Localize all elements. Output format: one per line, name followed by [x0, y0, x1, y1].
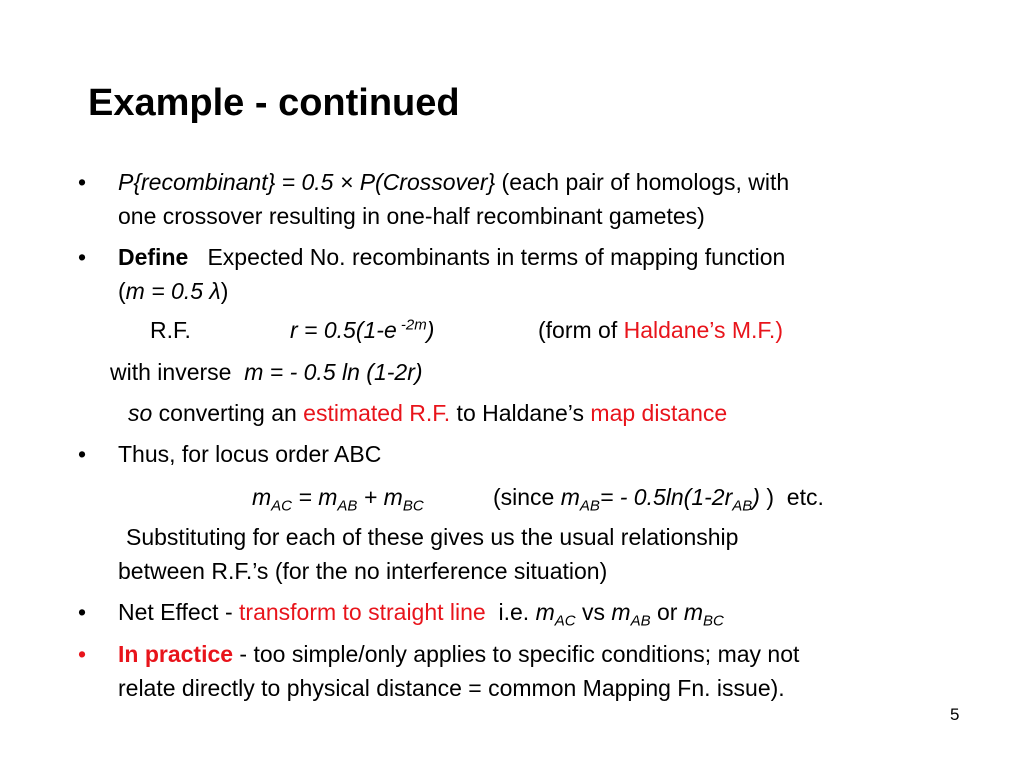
- in-practice-label: In practice: [118, 641, 234, 667]
- substituting-line-1: Substituting for each of these gives us the usual relationship: [126, 524, 739, 550]
- bullet-5-line-1: [118, 637, 799, 671]
- sub-bc: BC: [702, 612, 724, 630]
- plus-sign: +: [357, 484, 384, 510]
- m-var: m: [318, 484, 338, 510]
- bullet-4-line: [118, 595, 724, 629]
- bullet-marker-red: •: [78, 641, 87, 667]
- paren-close: ): [220, 278, 229, 304]
- inverse-line: [110, 355, 423, 389]
- so-text-a: converting an: [152, 400, 297, 426]
- bullet-marker: •: [78, 244, 87, 270]
- haldane-mf: Haldane’s M.F.): [623, 317, 783, 343]
- etc-text: etc.: [786, 484, 824, 510]
- paren-open: (: [118, 278, 126, 304]
- bullet-2-line-1: [118, 240, 785, 274]
- since-note: [493, 480, 824, 514]
- m-var: m: [560, 484, 580, 510]
- since-text: (since: [493, 484, 555, 510]
- additivity-equation: [252, 480, 424, 514]
- since-formula: = - 0.5ln(1-2r: [599, 484, 733, 510]
- map-distance: map distance: [590, 400, 728, 426]
- inverse-formula: m = - 0.5 ln (1-2r): [244, 359, 423, 385]
- inverse-label: with inverse: [110, 359, 232, 385]
- define-label: Define: [118, 244, 189, 270]
- sub-ab: AB: [337, 497, 358, 515]
- so-line: [128, 396, 727, 430]
- eq-sign: =: [292, 484, 319, 510]
- m-var: m: [611, 599, 631, 625]
- rf-label: R.F.: [150, 317, 191, 343]
- haldane-note: [538, 313, 783, 347]
- rf-formula-close: ): [426, 317, 435, 343]
- sub-ab: AB: [579, 497, 600, 515]
- since-formula-close: ): [752, 484, 760, 510]
- net-effect-text: Net Effect -: [118, 599, 233, 625]
- or-text: or: [656, 599, 678, 625]
- bullet-1-line-1: [118, 165, 789, 199]
- m-var: m: [383, 484, 403, 510]
- m-var: m: [252, 484, 272, 510]
- ie-text: i.e.: [498, 599, 530, 625]
- rf-formula: [290, 313, 434, 347]
- form-of-text: (form of: [538, 317, 618, 343]
- bullet-5-line-2: relate directly to physical distance = common Mapping Fn. issue).: [118, 675, 785, 701]
- bullet-3-text: Thus, for locus order ABC: [118, 441, 382, 467]
- rf-exponent: -2m: [396, 316, 427, 334]
- bullet-marker: •: [78, 599, 87, 625]
- define-text: Expected No. recombinants in terms of mapping function: [207, 244, 786, 270]
- estimated-rf: estimated R.F.: [303, 400, 451, 426]
- rf-formula-text: r = 0.5(1-e: [290, 317, 397, 343]
- bullet-1-line-2: one crossover resulting in one-half recombinant gametes): [118, 203, 705, 229]
- m-var: m: [683, 599, 703, 625]
- bullet-marker: •: [78, 169, 87, 195]
- page-number: 5: [950, 705, 960, 724]
- bullet-1-text: (each pair of homologs, with: [495, 169, 790, 195]
- sub-ab: AB: [630, 612, 651, 630]
- vs-text: vs: [582, 599, 605, 625]
- crossover-formula: P(Crossover}: [359, 169, 496, 195]
- recombinant-formula: P{recombinant} = 0.5: [118, 169, 334, 195]
- so-word: so: [128, 400, 153, 426]
- since-close: ): [759, 484, 774, 510]
- m-equation: m = 0.5: [125, 278, 204, 304]
- bullet-marker: •: [78, 441, 87, 467]
- times-symbol: ×: [339, 169, 354, 195]
- slide-title: Example - continued: [88, 82, 460, 124]
- in-practice-text: - too simple/only applies to specific conditions; may not: [233, 641, 800, 667]
- bullet-2-line-2: [118, 274, 228, 308]
- sub-ac: AC: [271, 497, 293, 515]
- substituting-line-2: between R.F.’s (for the no interference situation): [118, 558, 608, 584]
- sub-ac: AC: [554, 612, 576, 630]
- transform-text: transform to straight line: [239, 599, 486, 625]
- sub-ab: AB: [732, 497, 753, 515]
- m-var: m: [535, 599, 555, 625]
- lambda-symbol: λ: [209, 278, 221, 304]
- sub-bc: BC: [402, 497, 424, 515]
- so-text-b: to Haldane’s: [450, 400, 585, 426]
